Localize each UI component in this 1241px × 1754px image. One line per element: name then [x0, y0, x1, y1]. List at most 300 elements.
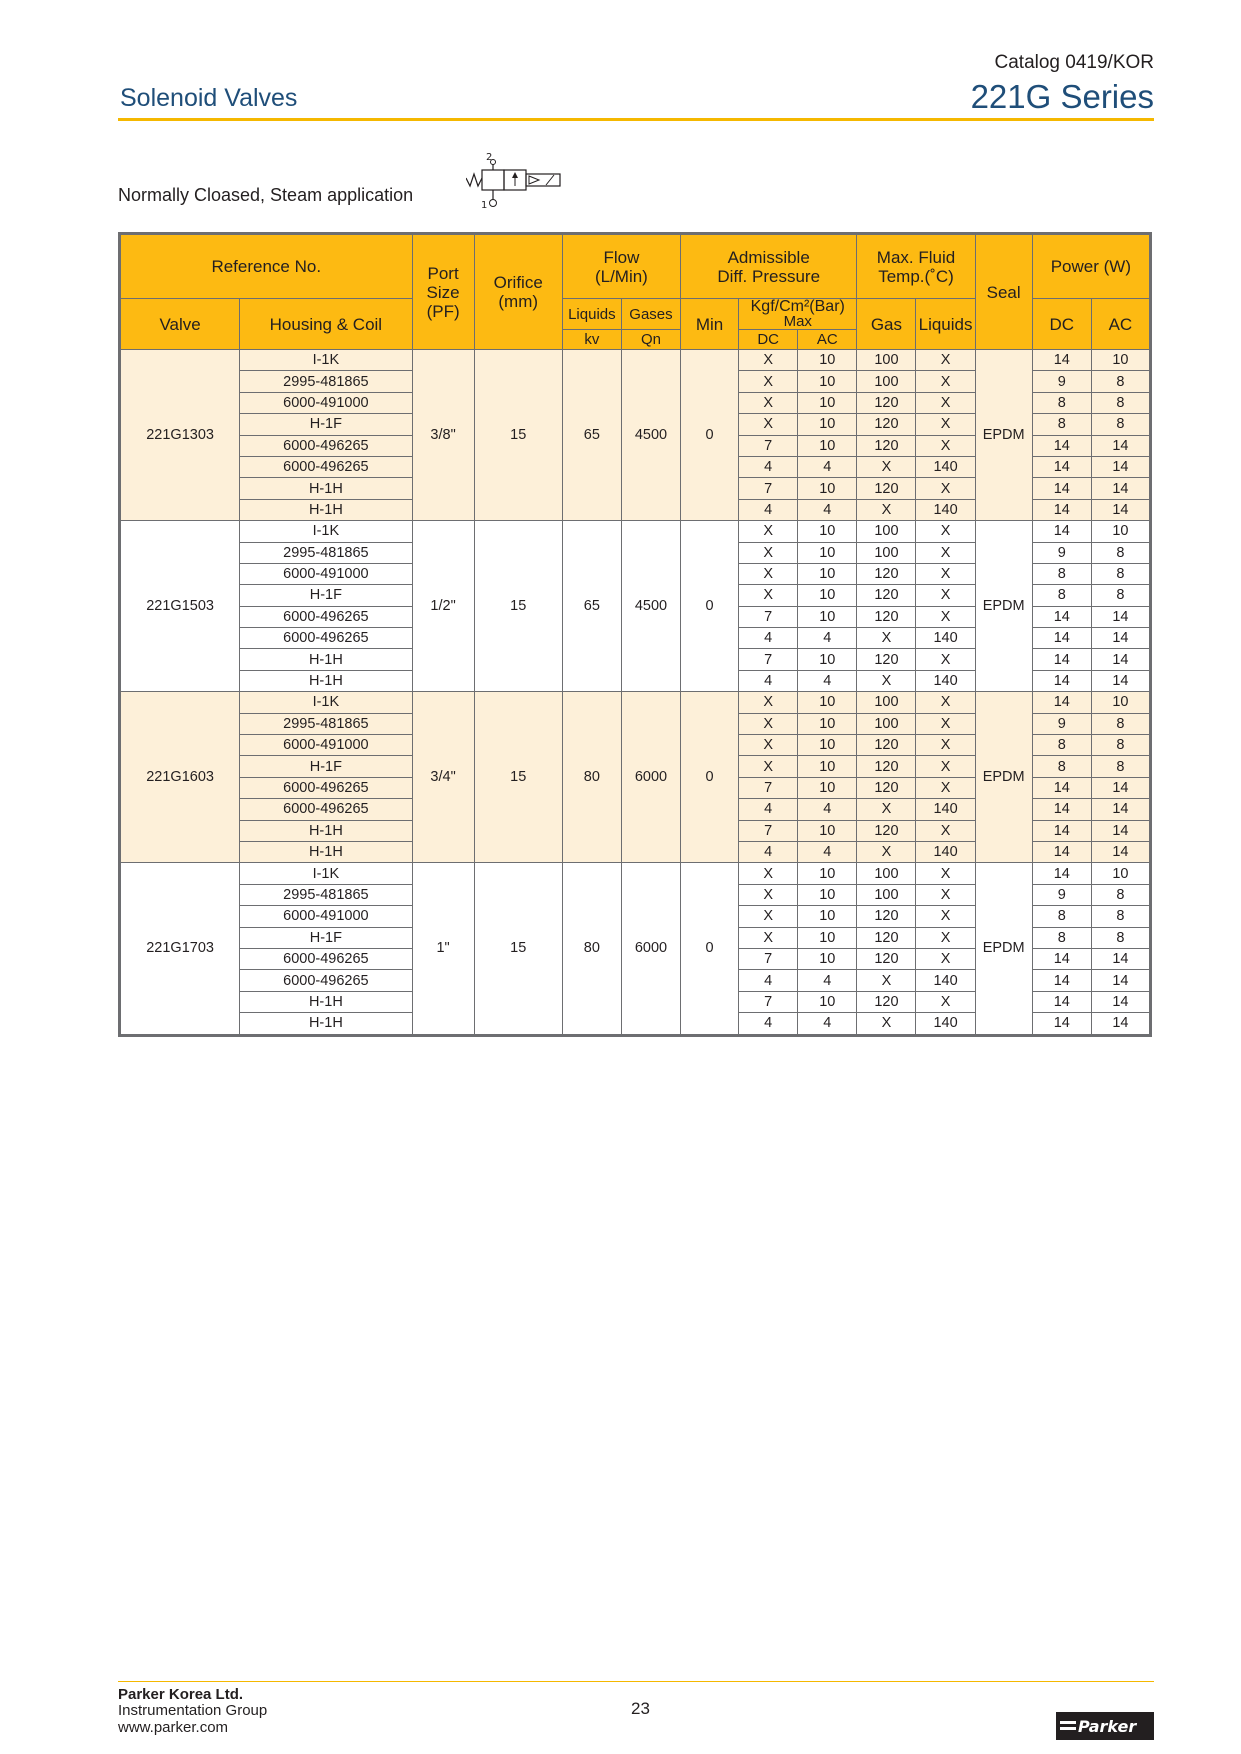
power-dc-cell: 8	[1032, 414, 1091, 435]
header-max-ac: AC	[798, 330, 857, 350]
pressure-max-dc-cell: X	[739, 563, 798, 584]
header-power: Power (W)	[1032, 234, 1150, 299]
temp-liquid-cell: X	[916, 585, 975, 606]
pressure-max-dc-cell: X	[739, 756, 798, 777]
pressure-max-dc-cell: 7	[739, 478, 798, 499]
housing-coil-cell: H-1H	[240, 991, 412, 1012]
pressure-max-ac-cell: 10	[798, 863, 857, 884]
pressure-max-dc-cell: 7	[739, 649, 798, 670]
housing-coil-cell: H-1F	[240, 585, 412, 606]
temp-liquid-cell: X	[916, 991, 975, 1012]
logo-text: Parker	[1078, 1717, 1137, 1736]
temp-gas-cell: 120	[857, 392, 916, 413]
power-dc-cell: 9	[1032, 371, 1091, 392]
power-ac-cell: 14	[1091, 649, 1150, 670]
pressure-max-dc-cell: X	[739, 392, 798, 413]
temp-liquid-cell: 140	[916, 670, 975, 691]
header-liquid-temp: Liquids	[916, 299, 975, 350]
pressure-min-cell: 0	[681, 521, 739, 692]
pressure-max-dc-cell: 7	[739, 777, 798, 798]
housing-coil-cell: I-1K	[240, 350, 412, 371]
header-valve: Valve	[120, 299, 240, 350]
housing-coil-cell: H-1H	[240, 841, 412, 862]
temp-gas-cell: 120	[857, 927, 916, 948]
pressure-max-ac-cell: 10	[798, 713, 857, 734]
pressure-max-ac-cell: 4	[798, 1013, 857, 1035]
pressure-max-ac-cell: 10	[798, 927, 857, 948]
temp-gas-cell: 120	[857, 414, 916, 435]
housing-coil-cell: 6000-491000	[240, 563, 412, 584]
power-ac-cell: 14	[1091, 820, 1150, 841]
header-liquids: Liquids	[562, 299, 621, 330]
power-dc-cell: 14	[1032, 649, 1091, 670]
temp-gas-cell: 100	[857, 371, 916, 392]
temp-liquid-cell: 140	[916, 841, 975, 862]
header-gas: Gas	[857, 299, 916, 350]
temp-gas-cell: 120	[857, 435, 916, 456]
pressure-max-dc-cell: 4	[739, 670, 798, 691]
flow-kv-cell: 65	[562, 521, 621, 692]
housing-coil-cell: 6000-496265	[240, 777, 412, 798]
pressure-max-ac-cell: 4	[798, 970, 857, 991]
temp-gas-cell: 120	[857, 777, 916, 798]
power-ac-cell: 14	[1091, 1013, 1150, 1035]
pressure-max-ac-cell: 10	[798, 692, 857, 713]
pressure-max-dc-cell: X	[739, 906, 798, 927]
port-size-cell: 1"	[412, 863, 474, 1035]
pressure-max-dc-cell: 7	[739, 991, 798, 1012]
pressure-max-dc-cell: X	[739, 927, 798, 948]
pressure-min-cell: 0	[681, 692, 739, 863]
pressure-max-dc-cell: X	[739, 414, 798, 435]
temp-gas-cell: 100	[857, 713, 916, 734]
pressure-max-dc-cell: X	[739, 521, 798, 542]
port-1-label: 1	[481, 200, 488, 211]
power-dc-cell: 14	[1032, 628, 1091, 649]
pressure-max-dc-cell: 7	[739, 435, 798, 456]
header-gases: Gases	[621, 299, 680, 330]
pressure-max-ac-cell: 10	[798, 735, 857, 756]
housing-coil-cell: I-1K	[240, 692, 412, 713]
housing-coil-cell: 6000-491000	[240, 735, 412, 756]
pressure-max-dc-cell: X	[739, 542, 798, 563]
header-seal: Seal	[975, 234, 1032, 350]
temp-liquid-cell: 140	[916, 799, 975, 820]
temp-gas-cell: 100	[857, 542, 916, 563]
housing-coil-cell: H-1H	[240, 649, 412, 670]
pressure-line-3: Kgf/Cm²(Bar)	[750, 298, 845, 315]
power-dc-cell: 8	[1032, 563, 1091, 584]
temp-liquid-cell: X	[916, 542, 975, 563]
pressure-min-cell: 0	[681, 863, 739, 1035]
header-orifice	[474, 234, 562, 350]
temp-gas-cell: 120	[857, 606, 916, 627]
power-ac-cell: 14	[1091, 670, 1150, 691]
temp-liquid-cell: X	[916, 606, 975, 627]
temp-line-1: Max. Fluid	[876, 247, 956, 267]
power-ac-cell: 8	[1091, 884, 1150, 905]
temp-liquid-cell: X	[916, 884, 975, 905]
pressure-max-ac-cell: 4	[798, 628, 857, 649]
valve-reference: 221G1703	[120, 863, 240, 1035]
temp-gas-cell: X	[857, 670, 916, 691]
pressure-max-dc-cell: 4	[739, 970, 798, 991]
header-rule	[118, 118, 1154, 121]
pressure-max-ac-cell: 10	[798, 414, 857, 435]
port-size-line-1: Port	[427, 263, 459, 283]
power-ac-cell: 14	[1091, 478, 1150, 499]
temp-liquid-cell: X	[916, 649, 975, 670]
temp-liquid-cell: X	[916, 927, 975, 948]
pressure-max-dc-cell: 7	[739, 820, 798, 841]
housing-coil-cell: 6000-496265	[240, 948, 412, 969]
header-housing-coil: Housing & Coil	[240, 299, 412, 350]
port-2-label: 2	[486, 152, 493, 163]
power-dc-cell: 14	[1032, 670, 1091, 691]
max-label: Max	[783, 313, 812, 330]
series-title: 221G Series	[970, 78, 1154, 115]
pressure-max-ac-cell: 4	[798, 499, 857, 520]
power-ac-cell: 14	[1091, 841, 1150, 862]
pressure-max-ac-cell: 10	[798, 563, 857, 584]
temp-line-2: Temp.(˚C)	[878, 266, 954, 286]
solenoid-valve-symbol-icon	[466, 150, 576, 216]
pressure-max-dc-cell: X	[739, 692, 798, 713]
pressure-max-dc-cell: X	[739, 350, 798, 371]
flow-kv-cell: 80	[562, 692, 621, 863]
temp-liquid-cell: X	[916, 948, 975, 969]
power-ac-cell: 8	[1091, 414, 1150, 435]
pressure-max-ac-cell: 10	[798, 350, 857, 371]
power-dc-cell: 9	[1032, 884, 1091, 905]
flow-qn-cell: 4500	[621, 350, 680, 521]
temp-liquid-cell: 140	[916, 970, 975, 991]
power-dc-cell: 14	[1032, 350, 1091, 371]
pressure-max-ac-cell: 10	[798, 991, 857, 1012]
pressure-max-dc-cell: 4	[739, 799, 798, 820]
flow-qn-cell: 6000	[621, 863, 680, 1035]
temp-gas-cell: 120	[857, 756, 916, 777]
specification-table	[118, 232, 1152, 1037]
temp-liquid-cell: X	[916, 435, 975, 456]
temp-gas-cell: X	[857, 799, 916, 820]
pressure-max-ac-cell: 10	[798, 585, 857, 606]
header-power-ac: AC	[1091, 299, 1150, 350]
power-dc-cell: 14	[1032, 799, 1091, 820]
power-dc-cell: 8	[1032, 735, 1091, 756]
table-header	[120, 234, 1151, 350]
parker-logo-icon	[1056, 1708, 1154, 1744]
temp-liquid-cell: X	[916, 563, 975, 584]
temp-gas-cell: 120	[857, 948, 916, 969]
pressure-max-dc-cell: 4	[739, 456, 798, 477]
power-dc-cell: 8	[1032, 585, 1091, 606]
temp-gas-cell: 100	[857, 863, 916, 884]
power-ac-cell: 8	[1091, 585, 1150, 606]
housing-coil-cell: 6000-496265	[240, 628, 412, 649]
temp-gas-cell: 100	[857, 884, 916, 905]
pressure-max-dc-cell: 7	[739, 948, 798, 969]
page-number: 23	[631, 1699, 650, 1718]
port-size-cell: 3/8"	[412, 350, 474, 521]
power-dc-cell: 9	[1032, 713, 1091, 734]
temp-liquid-cell: X	[916, 414, 975, 435]
port-size-cell: 3/4"	[412, 692, 474, 863]
temp-gas-cell: 100	[857, 350, 916, 371]
power-ac-cell: 14	[1091, 456, 1150, 477]
header-reference: Reference No.	[120, 234, 413, 299]
temp-gas-cell: X	[857, 970, 916, 991]
pressure-max-ac-cell: 10	[798, 478, 857, 499]
housing-coil-cell: I-1K	[240, 521, 412, 542]
flow-qn-cell: 6000	[621, 692, 680, 863]
temp-gas-cell: 120	[857, 735, 916, 756]
power-ac-cell: 8	[1091, 906, 1150, 927]
temp-gas-cell: 120	[857, 991, 916, 1012]
power-dc-cell: 14	[1032, 606, 1091, 627]
temp-gas-cell: 120	[857, 563, 916, 584]
pressure-max-ac-cell: 10	[798, 777, 857, 798]
header-min: Min	[681, 299, 739, 350]
temp-liquid-cell: X	[916, 735, 975, 756]
temp-gas-cell: X	[857, 628, 916, 649]
pressure-max-dc-cell: X	[739, 884, 798, 905]
pressure-max-ac-cell: 10	[798, 521, 857, 542]
power-dc-cell: 8	[1032, 927, 1091, 948]
housing-coil-cell: 6000-491000	[240, 392, 412, 413]
power-ac-cell: 10	[1091, 521, 1150, 542]
temp-gas-cell: X	[857, 841, 916, 862]
pressure-max-dc-cell: 7	[739, 606, 798, 627]
housing-coil-cell: H-1H	[240, 1013, 412, 1035]
header-power-dc: DC	[1032, 299, 1091, 350]
valve-group	[120, 692, 1151, 863]
port-size-line-2: Size	[426, 282, 460, 302]
temp-liquid-cell: X	[916, 521, 975, 542]
catalog-number: Catalog 0419/KOR	[994, 52, 1154, 73]
pressure-max-ac-cell: 10	[798, 606, 857, 627]
power-ac-cell: 8	[1091, 756, 1150, 777]
pressure-line-2: Diff. Pressure	[717, 266, 821, 286]
temp-liquid-cell: X	[916, 863, 975, 884]
port-size-line-3: (PF)	[426, 301, 460, 321]
power-ac-cell: 8	[1091, 735, 1150, 756]
orifice-line-1: Orifice	[493, 273, 543, 292]
power-dc-cell: 8	[1032, 756, 1091, 777]
pressure-max-ac-cell: 10	[798, 820, 857, 841]
pressure-min-cell: 0	[681, 350, 739, 521]
pressure-max-dc-cell: 4	[739, 499, 798, 520]
housing-coil-cell: 6000-496265	[240, 970, 412, 991]
pressure-max-ac-cell: 4	[798, 456, 857, 477]
pressure-max-ac-cell: 4	[798, 670, 857, 691]
seal-cell: EPDM	[975, 692, 1032, 863]
housing-coil-cell: 6000-496265	[240, 799, 412, 820]
header-pressure	[681, 234, 857, 299]
seal-cell: EPDM	[975, 350, 1032, 521]
temp-liquid-cell: X	[916, 392, 975, 413]
power-dc-cell: 14	[1032, 521, 1091, 542]
power-ac-cell: 14	[1091, 628, 1150, 649]
valve-group	[120, 521, 1151, 692]
power-dc-cell: 14	[1032, 478, 1091, 499]
valve-reference: 221G1303	[120, 350, 240, 521]
footer-group: Instrumentation Group	[118, 1702, 268, 1719]
temp-gas-cell: X	[857, 499, 916, 520]
pressure-max-dc-cell: 4	[739, 841, 798, 862]
valve-group	[120, 350, 1151, 521]
pressure-max-ac-cell: 4	[798, 841, 857, 862]
pressure-max-dc-cell: X	[739, 713, 798, 734]
footer-company: Parker Korea Ltd.	[118, 1686, 244, 1703]
orifice-cell: 15	[474, 350, 562, 521]
housing-coil-cell: 2995-481865	[240, 371, 412, 392]
header-max-dc: DC	[739, 330, 798, 350]
flow-line-1: Flow	[603, 247, 640, 267]
pressure-max-dc-cell: 4	[739, 628, 798, 649]
housing-coil-cell: 6000-496265	[240, 606, 412, 627]
housing-coil-cell: H-1F	[240, 756, 412, 777]
power-ac-cell: 10	[1091, 692, 1150, 713]
orifice-cell: 15	[474, 521, 562, 692]
power-ac-cell: 14	[1091, 799, 1150, 820]
temp-gas-cell: 120	[857, 649, 916, 670]
seal-cell: EPDM	[975, 521, 1032, 692]
power-dc-cell: 8	[1032, 392, 1091, 413]
valve-reference: 221G1603	[120, 692, 240, 863]
flow-line-2: (L/Min)	[594, 266, 648, 286]
temp-liquid-cell: X	[916, 692, 975, 713]
pressure-max-ac-cell: 10	[798, 371, 857, 392]
power-dc-cell: 14	[1032, 1013, 1091, 1035]
orifice-cell: 15	[474, 692, 562, 863]
power-dc-cell: 14	[1032, 948, 1091, 969]
temp-gas-cell: 100	[857, 521, 916, 542]
power-dc-cell: 8	[1032, 906, 1091, 927]
housing-coil-cell: 2995-481865	[240, 542, 412, 563]
subtitle: Normally Cloased, Steam application	[118, 185, 414, 205]
power-dc-cell: 14	[1032, 991, 1091, 1012]
power-ac-cell: 14	[1091, 777, 1150, 798]
temp-gas-cell: 100	[857, 692, 916, 713]
header-port-size	[412, 234, 474, 350]
power-dc-cell: 14	[1032, 863, 1091, 884]
pressure-max-dc-cell: X	[739, 735, 798, 756]
header-kv: kv	[562, 330, 621, 350]
footer-website: www.parker.com	[118, 1719, 229, 1736]
housing-coil-cell: H-1F	[240, 414, 412, 435]
power-dc-cell: 14	[1032, 820, 1091, 841]
pressure-max-dc-cell: X	[739, 863, 798, 884]
housing-coil-cell: H-1F	[240, 927, 412, 948]
pressure-max-ac-cell: 10	[798, 542, 857, 563]
pressure-max-ac-cell: 10	[798, 649, 857, 670]
power-ac-cell: 14	[1091, 435, 1150, 456]
temp-liquid-cell: X	[916, 756, 975, 777]
power-dc-cell: 14	[1032, 777, 1091, 798]
housing-coil-cell: H-1H	[240, 478, 412, 499]
header-temp	[857, 234, 975, 299]
temp-gas-cell: X	[857, 456, 916, 477]
power-ac-cell: 10	[1091, 863, 1150, 884]
pressure-max-dc-cell: X	[739, 371, 798, 392]
port-size-cell: 1/2"	[412, 521, 474, 692]
housing-coil-cell: H-1H	[240, 820, 412, 841]
footer-rule	[118, 1681, 1154, 1682]
section-title: Solenoid Valves	[120, 84, 298, 112]
housing-coil-cell: 6000-491000	[240, 906, 412, 927]
temp-gas-cell: 120	[857, 820, 916, 841]
temp-liquid-cell: X	[916, 777, 975, 798]
temp-liquid-cell: X	[916, 906, 975, 927]
temp-liquid-cell: 140	[916, 499, 975, 520]
power-ac-cell: 8	[1091, 713, 1150, 734]
header-qn: Qn	[621, 330, 680, 350]
housing-coil-cell: 2995-481865	[240, 713, 412, 734]
power-dc-cell: 14	[1032, 841, 1091, 862]
power-dc-cell: 14	[1032, 692, 1091, 713]
housing-coil-cell: H-1H	[240, 670, 412, 691]
pressure-max-dc-cell: X	[739, 585, 798, 606]
orifice-cell: 15	[474, 863, 562, 1035]
orifice-line-2: (mm)	[498, 292, 539, 311]
pressure-max-dc-cell: 4	[739, 1013, 798, 1035]
temp-liquid-cell: X	[916, 371, 975, 392]
power-ac-cell: 10	[1091, 350, 1150, 371]
power-ac-cell: 14	[1091, 499, 1150, 520]
temp-liquid-cell: X	[916, 478, 975, 499]
pressure-max-ac-cell: 10	[798, 906, 857, 927]
temp-gas-cell: 120	[857, 906, 916, 927]
pressure-max-ac-cell: 10	[798, 884, 857, 905]
power-dc-cell: 14	[1032, 435, 1091, 456]
power-dc-cell: 14	[1032, 499, 1091, 520]
pressure-line-1: Admissible	[727, 247, 810, 267]
temp-liquid-cell: 140	[916, 628, 975, 649]
valve-group	[120, 863, 1151, 1035]
power-ac-cell: 8	[1091, 927, 1150, 948]
temp-liquid-cell: 140	[916, 1013, 975, 1035]
flow-kv-cell: 65	[562, 350, 621, 521]
seal-cell: EPDM	[975, 863, 1032, 1035]
table-row	[120, 692, 1151, 713]
header-flow	[562, 234, 680, 299]
temp-gas-cell: 120	[857, 478, 916, 499]
housing-coil-cell: 6000-496265	[240, 435, 412, 456]
pressure-max-ac-cell: 4	[798, 799, 857, 820]
pressure-max-ac-cell: 10	[798, 756, 857, 777]
table-row	[120, 350, 1151, 371]
flow-kv-cell: 80	[562, 863, 621, 1035]
flow-qn-cell: 4500	[621, 521, 680, 692]
power-ac-cell: 14	[1091, 970, 1150, 991]
power-ac-cell: 8	[1091, 371, 1150, 392]
power-ac-cell: 8	[1091, 392, 1150, 413]
power-dc-cell: 14	[1032, 456, 1091, 477]
power-ac-cell: 8	[1091, 563, 1150, 584]
pressure-max-ac-cell: 10	[798, 435, 857, 456]
table-row	[120, 863, 1151, 884]
power-dc-cell: 14	[1032, 970, 1091, 991]
temp-liquid-cell: 140	[916, 456, 975, 477]
temp-liquid-cell: X	[916, 820, 975, 841]
power-dc-cell: 9	[1032, 542, 1091, 563]
temp-gas-cell: X	[857, 1013, 916, 1035]
temp-liquid-cell: X	[916, 713, 975, 734]
housing-coil-cell: 6000-496265	[240, 456, 412, 477]
power-ac-cell: 8	[1091, 542, 1150, 563]
housing-coil-cell: I-1K	[240, 863, 412, 884]
